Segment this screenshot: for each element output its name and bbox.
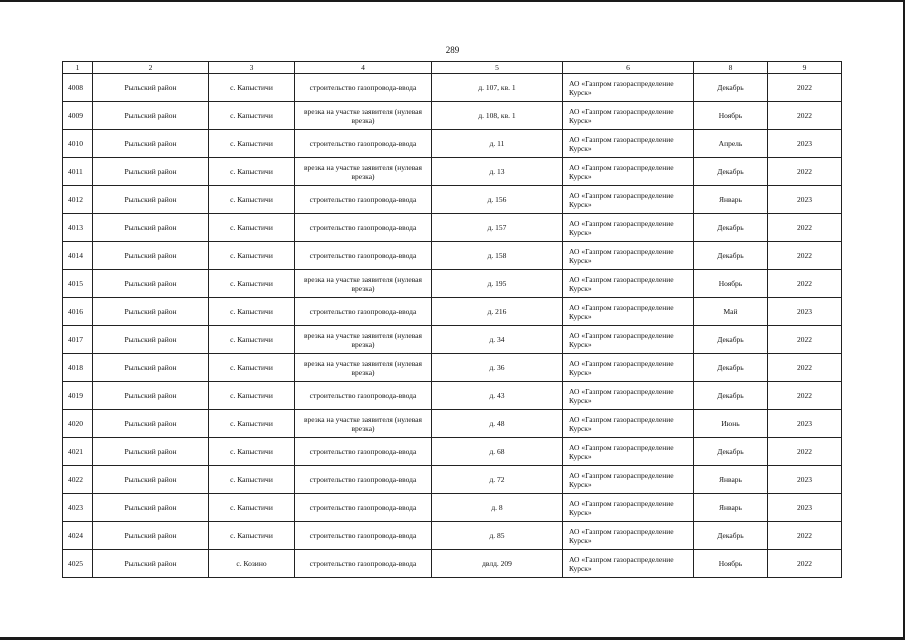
row-number: 4024 (63, 522, 93, 550)
row-number: 4015 (63, 270, 93, 298)
organization-cell: АО «Газпром газораспределение Курск» (563, 410, 694, 438)
district-cell: Рыльский район (93, 354, 209, 382)
row-number: 4017 (63, 326, 93, 354)
table-row (63, 158, 842, 186)
year-cell: 2023 (768, 186, 842, 214)
district-cell: Рыльский район (93, 298, 209, 326)
address-cell: д. 36 (432, 354, 563, 382)
work-type-cell: строительство газопровода-ввода (295, 466, 432, 494)
work-type-cell: строительство газопровода-ввода (295, 298, 432, 326)
organization-cell: АО «Газпром газораспределение Курск» (563, 522, 694, 550)
row-number: 4011 (63, 158, 93, 186)
settlement-cell: с. Капыстичи (209, 242, 295, 270)
work-type-cell: строительство газопровода-ввода (295, 494, 432, 522)
settlement-cell: с. Капыстичи (209, 298, 295, 326)
year-cell: 2022 (768, 326, 842, 354)
row-number: 4016 (63, 298, 93, 326)
table-row (63, 466, 842, 494)
organization-cell: АО «Газпром газораспределение Курск» (563, 494, 694, 522)
settlement-cell: с. Капыстичи (209, 466, 295, 494)
table-row (63, 438, 842, 466)
organization-cell: АО «Газпром газораспределение Курск» (563, 186, 694, 214)
row-number: 4023 (63, 494, 93, 522)
address-cell: д. 48 (432, 410, 563, 438)
district-cell: Рыльский район (93, 130, 209, 158)
year-cell: 2023 (768, 130, 842, 158)
month-cell: Ноябрь (694, 550, 768, 578)
settlement-cell: с. Козино (209, 550, 295, 578)
table-row (63, 186, 842, 214)
address-cell: д. 216 (432, 298, 563, 326)
work-type-cell: строительство газопровода-ввода (295, 186, 432, 214)
year-cell: 2022 (768, 354, 842, 382)
district-cell: Рыльский район (93, 102, 209, 130)
table-row (63, 410, 842, 438)
year-cell: 2022 (768, 102, 842, 130)
table-row (63, 130, 842, 158)
work-type-cell: строительство газопровода-ввода (295, 214, 432, 242)
month-cell: Декабрь (694, 438, 768, 466)
district-cell: Рыльский район (93, 158, 209, 186)
table-header (63, 62, 842, 74)
column-header: 2 (93, 62, 209, 74)
row-number: 4013 (63, 214, 93, 242)
district-cell: Рыльский район (93, 522, 209, 550)
month-cell: Ноябрь (694, 270, 768, 298)
column-header: 9 (768, 62, 842, 74)
settlement-cell: с. Капыстичи (209, 354, 295, 382)
address-cell: д. 13 (432, 158, 563, 186)
year-cell: 2022 (768, 214, 842, 242)
column-header: 3 (209, 62, 295, 74)
organization-cell: АО «Газпром газораспределение Курск» (563, 102, 694, 130)
month-cell: Декабрь (694, 158, 768, 186)
organization-cell: АО «Газпром газораспределение Курск» (563, 438, 694, 466)
district-cell: Рыльский район (93, 550, 209, 578)
row-number: 4008 (63, 74, 93, 102)
settlement-cell: с. Капыстичи (209, 130, 295, 158)
month-cell: Декабрь (694, 214, 768, 242)
address-cell: д. 107, кв. 1 (432, 74, 563, 102)
month-cell: Декабрь (694, 354, 768, 382)
organization-cell: АО «Газпром газораспределение Курск» (563, 74, 694, 102)
work-type-cell: строительство газопровода-ввода (295, 130, 432, 158)
work-type-cell: строительство газопровода-ввода (295, 550, 432, 578)
organization-cell: АО «Газпром газораспределение Курск» (563, 158, 694, 186)
organization-cell: АО «Газпром газораспределение Курск» (563, 270, 694, 298)
row-number: 4010 (63, 130, 93, 158)
organization-cell: АО «Газпром газораспределение Курск» (563, 214, 694, 242)
month-cell: Июнь (694, 410, 768, 438)
work-type-cell: строительство газопровода-ввода (295, 522, 432, 550)
settlement-cell: с. Капыстичи (209, 410, 295, 438)
settlement-cell: с. Капыстичи (209, 158, 295, 186)
district-cell: Рыльский район (93, 74, 209, 102)
table-row (63, 354, 842, 382)
work-type-cell: врезка на участке заявителя (нулевая врезка) (295, 354, 432, 382)
row-number: 4009 (63, 102, 93, 130)
year-cell: 2022 (768, 550, 842, 578)
month-cell: Декабрь (694, 522, 768, 550)
district-cell: Рыльский район (93, 214, 209, 242)
district-cell: Рыльский район (93, 438, 209, 466)
header-row (63, 62, 842, 74)
month-cell: Январь (694, 466, 768, 494)
column-header: 4 (295, 62, 432, 74)
row-number: 4020 (63, 410, 93, 438)
work-type-cell: строительство газопровода-ввода (295, 438, 432, 466)
address-cell: д. 157 (432, 214, 563, 242)
table-row (63, 494, 842, 522)
table-row (63, 74, 842, 102)
table-row (63, 242, 842, 270)
month-cell: Ноябрь (694, 102, 768, 130)
row-number: 4012 (63, 186, 93, 214)
district-cell: Рыльский район (93, 186, 209, 214)
month-cell: Январь (694, 494, 768, 522)
table-row (63, 522, 842, 550)
district-cell: Рыльский район (93, 466, 209, 494)
address-cell: д. 43 (432, 382, 563, 410)
work-type-cell: врезка на участке заявителя (нулевая врезка) (295, 270, 432, 298)
year-cell: 2023 (768, 494, 842, 522)
district-cell: Рыльский район (93, 270, 209, 298)
district-cell: Рыльский район (93, 242, 209, 270)
table-row (63, 550, 842, 578)
address-cell: д. 11 (432, 130, 563, 158)
work-type-cell: строительство газопровода-ввода (295, 382, 432, 410)
address-cell: д. 8 (432, 494, 563, 522)
table-body (63, 74, 842, 578)
address-cell: д. 68 (432, 438, 563, 466)
district-cell: Рыльский район (93, 326, 209, 354)
settlement-cell: с. Капыстичи (209, 186, 295, 214)
settlement-cell: с. Капыстичи (209, 270, 295, 298)
year-cell: 2022 (768, 382, 842, 410)
table-row (63, 214, 842, 242)
year-cell: 2022 (768, 522, 842, 550)
row-number: 4019 (63, 382, 93, 410)
table-row (63, 298, 842, 326)
settlement-cell: с. Капыстичи (209, 522, 295, 550)
table-row (63, 382, 842, 410)
registry-table (62, 61, 842, 578)
work-type-cell: строительство газопровода-ввода (295, 242, 432, 270)
work-type-cell: строительство газопровода-ввода (295, 74, 432, 102)
month-cell: Май (694, 298, 768, 326)
settlement-cell: с. Капыстичи (209, 382, 295, 410)
month-cell: Декабрь (694, 242, 768, 270)
work-type-cell: врезка на участке заявителя (нулевая врезка) (295, 326, 432, 354)
settlement-cell: с. Капыстичи (209, 326, 295, 354)
district-cell: Рыльский район (93, 494, 209, 522)
row-number: 4018 (63, 354, 93, 382)
settlement-cell: с. Капыстичи (209, 438, 295, 466)
scan-border-top (0, 0, 905, 2)
year-cell: 2023 (768, 466, 842, 494)
row-number: 4022 (63, 466, 93, 494)
table-row (63, 270, 842, 298)
settlement-cell: с. Капыстичи (209, 214, 295, 242)
organization-cell: АО «Газпром газораспределение Курск» (563, 466, 694, 494)
work-type-cell: врезка на участке заявителя (нулевая врезка) (295, 102, 432, 130)
organization-cell: АО «Газпром газораспределение Курск» (563, 382, 694, 410)
row-number: 4014 (63, 242, 93, 270)
table-row (63, 102, 842, 130)
address-cell: д. 34 (432, 326, 563, 354)
year-cell: 2022 (768, 74, 842, 102)
address-cell: д. 85 (432, 522, 563, 550)
address-cell: д. 156 (432, 186, 563, 214)
month-cell: Декабрь (694, 326, 768, 354)
column-header: 5 (432, 62, 563, 74)
column-header: 8 (694, 62, 768, 74)
column-header: 6 (563, 62, 694, 74)
year-cell: 2022 (768, 438, 842, 466)
month-cell: Декабрь (694, 74, 768, 102)
year-cell: 2023 (768, 410, 842, 438)
work-type-cell: врезка на участке заявителя (нулевая врезка) (295, 158, 432, 186)
year-cell: 2023 (768, 298, 842, 326)
column-header: 1 (63, 62, 93, 74)
row-number: 4025 (63, 550, 93, 578)
address-cell: д. 108, кв. 1 (432, 102, 563, 130)
organization-cell: АО «Газпром газораспределение Курск» (563, 326, 694, 354)
district-cell: Рыльский район (93, 410, 209, 438)
organization-cell: АО «Газпром газораспределение Курск» (563, 242, 694, 270)
settlement-cell: с. Капыстичи (209, 494, 295, 522)
address-cell: д. 195 (432, 270, 563, 298)
year-cell: 2022 (768, 158, 842, 186)
address-cell: двлд. 209 (432, 550, 563, 578)
district-cell: Рыльский район (93, 382, 209, 410)
page-number: 289 (445, 45, 460, 55)
year-cell: 2022 (768, 270, 842, 298)
settlement-cell: с. Капыстичи (209, 74, 295, 102)
organization-cell: АО «Газпром газораспределение Курск» (563, 130, 694, 158)
settlement-cell: с. Капыстичи (209, 102, 295, 130)
month-cell: Апрель (694, 130, 768, 158)
organization-cell: АО «Газпром газораспределение Курск» (563, 354, 694, 382)
year-cell: 2022 (768, 242, 842, 270)
table-row (63, 326, 842, 354)
month-cell: Декабрь (694, 382, 768, 410)
address-cell: д. 72 (432, 466, 563, 494)
month-cell: Январь (694, 186, 768, 214)
organization-cell: АО «Газпром газораспределение Курск» (563, 550, 694, 578)
row-number: 4021 (63, 438, 93, 466)
organization-cell: АО «Газпром газораспределение Курск» (563, 298, 694, 326)
work-type-cell: врезка на участке заявителя (нулевая врезка) (295, 410, 432, 438)
address-cell: д. 158 (432, 242, 563, 270)
